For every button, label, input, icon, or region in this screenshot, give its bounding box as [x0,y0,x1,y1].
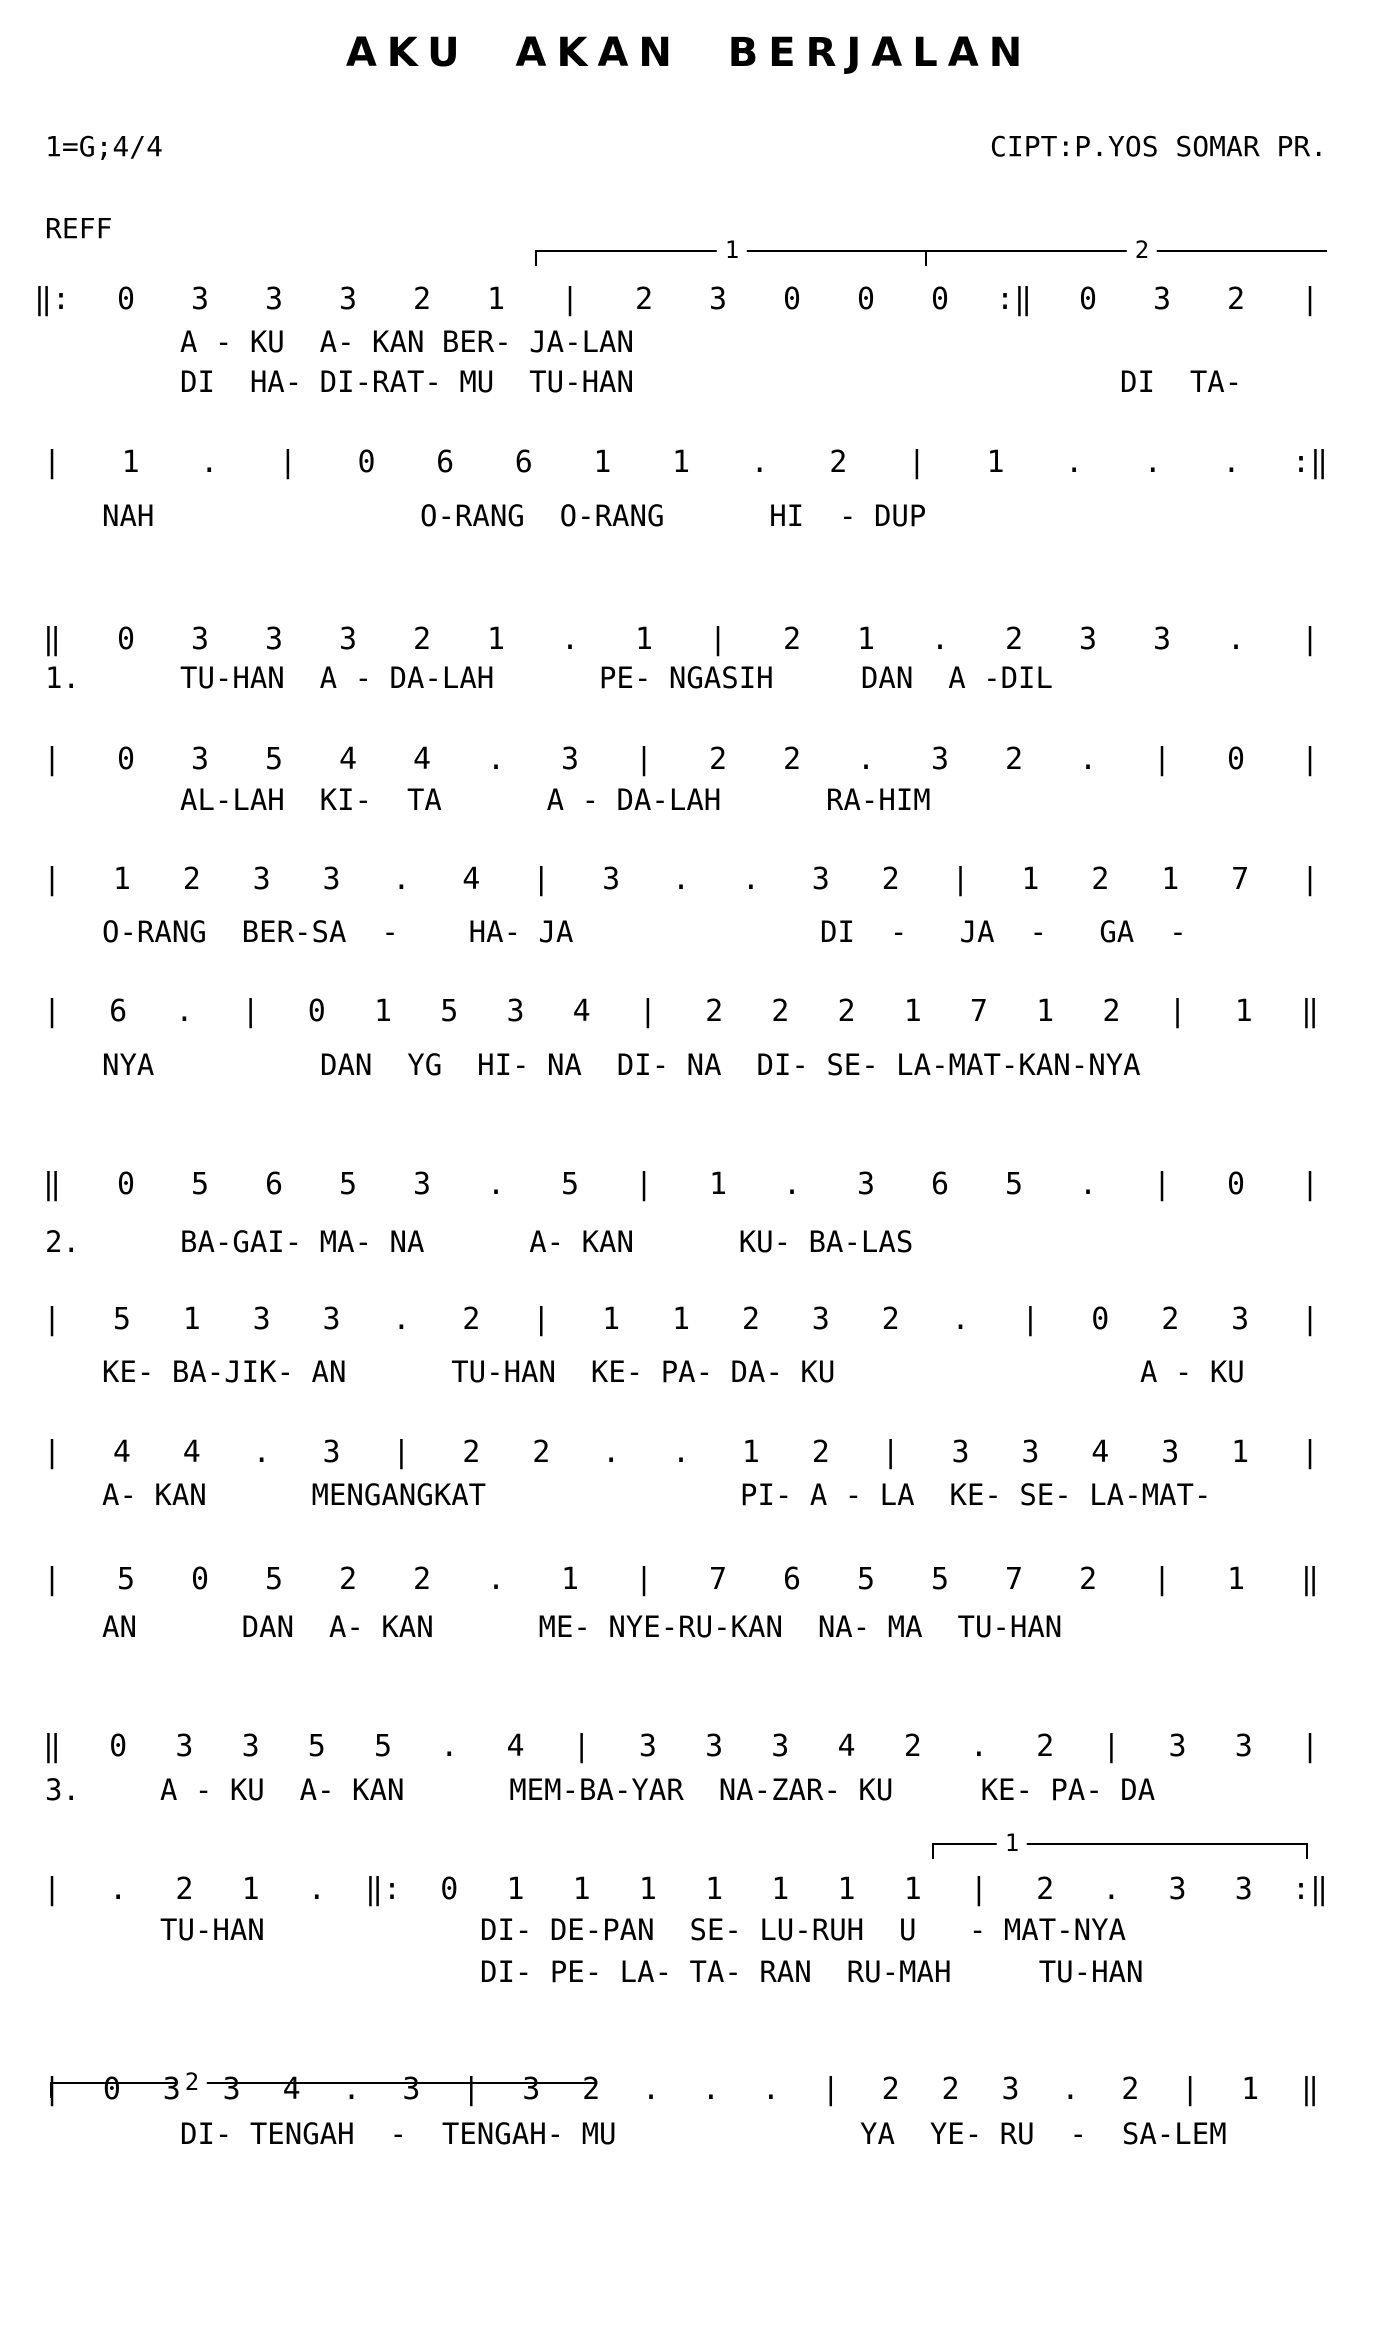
lyric-line: AL-LAH KI- TA A - DA-LAH RA-HIM [180,783,931,817]
note: 5 [856,1562,876,1597]
note: 1 [1241,2072,1260,2107]
note: 2 [782,622,802,657]
note: 0 [440,1872,459,1907]
verse-number: 2. [45,1225,80,1259]
lyric-line: DI HA- DI-RAT- MU TU-HAN [180,365,634,399]
note: 1 [856,622,876,657]
note: 6 [782,1562,802,1597]
bar-line: | [241,994,260,1029]
notation-row [0,620,1378,660]
note: 4 [506,1729,525,1764]
note: 2 [1004,622,1024,657]
bar-line: | [392,1435,411,1470]
bar-line: | [634,1562,654,1597]
volta-label-1-verse3: 1 [997,1831,1027,1855]
note: 2 [412,622,432,657]
note: . [342,2072,361,2107]
note: 1 [374,994,393,1029]
lyric-line: KE- BA-JIK- AN TU-HAN KE- PA- DA- KU [102,1355,836,1389]
bar-line: ‖ [1300,1562,1320,1597]
notation-row [0,1300,1378,1340]
note: 0 [102,2072,121,2107]
note: . [969,1729,988,1764]
note: 0 [116,742,136,777]
verse-number: 3. [45,1773,80,1807]
note: 4 [572,994,591,1029]
note: 5 [930,1562,950,1597]
note: 7 [969,994,988,1029]
note: 3 [1168,1729,1187,1764]
note: 7 [1004,1562,1024,1597]
note: 5 [307,1729,326,1764]
note: 1 [121,445,140,480]
note: 3 [1231,1302,1250,1337]
bar-line: | [42,445,62,480]
note: 2 [708,742,728,777]
note: 6 [436,445,455,480]
note: 1 [837,1872,856,1907]
note: 2 [1091,862,1110,897]
notation-row [0,1433,1378,1473]
bar-line: | [42,1302,62,1337]
note: . [440,1729,459,1764]
bar-line: | [1300,1167,1320,1202]
note: . [486,1562,506,1597]
note: 1 [602,1302,621,1337]
note: . [392,862,411,897]
note: 0 [782,282,802,317]
note: . [486,1167,506,1202]
bar-line: | [42,862,62,897]
note: 5 [560,1167,580,1202]
note: . [930,622,950,657]
lyric-line: O-RANG BER-SA - HA- JA [102,915,574,949]
volta-label-1: 1 [717,238,747,262]
note: 5 [264,742,284,777]
note: 2 [881,1302,900,1337]
key-signature: 1=G;4/4 [45,130,164,163]
note: 3 [338,282,358,317]
bar-line: | [42,1435,62,1470]
bar-line: | [1152,742,1172,777]
note: 3 [522,2072,541,2107]
bar-line: | [634,1167,654,1202]
notation-row [0,860,1378,900]
song-title: AKU AKAN BERJALAN [345,30,1033,76]
note: 2 [532,1435,551,1470]
note: 7 [1231,862,1250,897]
note: . [642,2072,661,2107]
note: 2 [941,2072,960,2107]
bar-line: | [42,742,62,777]
note: 1 [560,1562,580,1597]
volta-bracket-1 [535,236,927,266]
notation-row [0,1560,1378,1600]
note: 2 [462,1435,481,1470]
note: 4 [837,1729,856,1764]
lyric-line: O-RANG O-RANG HI - DUP [420,499,927,533]
note: . [1143,445,1162,480]
note: 2 [1078,1562,1098,1597]
lyric-line: NAH [102,499,155,533]
note: . [741,862,760,897]
bar-line: | [1181,2072,1200,2107]
bar-line: | [638,994,657,1029]
lyric-line: DI- DE-PAN SE- LU-RUH U - MAT-NYA [480,1913,1127,1947]
note: 3 [1168,1872,1187,1907]
bar-line: | [1168,994,1187,1029]
note: 4 [282,2072,301,2107]
note: 1 [634,622,654,657]
lyric-line: DI- TENGAH - TENGAH- MU [180,2117,617,2151]
note: 3 [602,862,621,897]
note: 3 [1152,282,1172,317]
note: . [307,1872,326,1907]
note: 0 [1226,742,1246,777]
note: 1 [572,1872,591,1907]
note: 3 [951,1435,970,1470]
lyric-line: A - KU [1140,1355,1245,1389]
note: 1 [638,1872,657,1907]
note: 3 [338,622,358,657]
note: 4 [462,862,481,897]
note: 0 [116,282,136,317]
note: 3 [856,1167,876,1202]
volta-label-2: 2 [1127,238,1157,262]
note: . [671,862,691,897]
note: 1 [241,1872,260,1907]
note: 2 [782,742,802,777]
note: . [1065,445,1084,480]
bar-line: | [1102,1729,1121,1764]
note: 3 [1234,1872,1253,1907]
note: . [750,445,769,480]
note: 6 [264,1167,284,1202]
notation-row [0,992,1378,1032]
bar-line: | [907,445,926,480]
lyric-line: A - KU A- KAN MEM-BA-YAR NA-ZAR- KU KE- PA- DA [160,1773,1156,1807]
bar-line: | [1300,622,1320,657]
note: 1 [741,1435,760,1470]
bar-line: | [278,445,297,480]
bar-line: | [1152,1167,1172,1202]
lyric-line: PI- A - LA KE- SE- LA-MAT- [740,1478,1212,1512]
note: 3 [190,742,210,777]
note: 2 [1226,282,1246,317]
note: 2 [1036,1872,1055,1907]
note: 3 [811,862,830,897]
note: . [1061,2072,1080,2107]
note: 0 [1091,1302,1110,1337]
note: 0 [109,1729,128,1764]
note: 0 [1226,1167,1246,1202]
notation-row [0,443,1378,483]
note: . [560,622,580,657]
note: 2 [881,2072,900,2107]
note: 0 [930,282,950,317]
lyric-line: A- KAN MENGANGKAT [102,1478,487,1512]
volta-label-2-verse3: 2 [177,2070,207,2094]
note: 3 [252,862,271,897]
note: 3 [264,282,284,317]
bar-line: | [1300,282,1320,317]
notation-row [0,740,1378,780]
note: . [109,1872,128,1907]
bar-line: | [532,1302,551,1337]
note: 3 [412,1167,432,1202]
note: 3 [1021,1435,1040,1470]
bar-line: ‖ [1300,994,1320,1029]
note: 1 [708,1167,728,1202]
note: 1 [182,1302,201,1337]
bar-line: | [1152,1562,1172,1597]
note: 2 [412,1562,432,1597]
bar-line: ‖: [364,1872,402,1907]
note: 4 [112,1435,131,1470]
note: 1 [705,1872,724,1907]
verse-number: 1. [45,661,80,695]
note: 3 [930,742,950,777]
note: 5 [190,1167,210,1202]
note: 3 [1152,622,1172,657]
note: 2 [1036,1729,1055,1764]
bar-line: | [951,862,970,897]
note: 3 [708,282,728,317]
note: 3 [322,862,341,897]
note: 3 [560,742,580,777]
bar-line: | [560,282,580,317]
bar-line: | [42,1872,62,1907]
note: 3 [506,994,525,1029]
bar-line: ‖ [42,1729,62,1764]
note: . [392,1302,411,1337]
bar-line: ‖ [42,622,62,657]
note: 3 [705,1729,724,1764]
note: 3 [1078,622,1098,657]
bar-line: | [708,622,728,657]
note: 1 [903,1872,922,1907]
note: 2 [175,1872,194,1907]
bar-line: ‖ [1300,2072,1320,2107]
note: 1 [1161,862,1180,897]
note: 6 [109,994,128,1029]
note: 5 [264,1562,284,1597]
lyric-line: A - KU A- KAN BER- JA-LAN [180,325,634,359]
note: 1 [1036,994,1055,1029]
lyric-line: YA YE- RU - SA-LEM [860,2117,1227,2151]
note: . [175,994,194,1029]
note: 5 [1004,1167,1024,1202]
note: 4 [412,742,432,777]
note: 3 [1161,1435,1180,1470]
note: 2 [829,445,848,480]
note: 1 [671,1302,691,1337]
note: 2 [182,862,201,897]
note: 2 [705,994,724,1029]
note: . [1102,1872,1121,1907]
note: 2 [1161,1302,1180,1337]
note: 5 [116,1562,136,1597]
volta-bracket-2 [925,236,1327,266]
note: 3 [252,1302,271,1337]
lyric-line: DI TA- [1120,365,1243,399]
bar-line: | [1300,742,1320,777]
note: 1 [671,445,691,480]
composer-credit: CIPT:P.YOS SOMAR PR. [990,130,1328,163]
lyric-line: AN DAN A- KAN ME- NYE-RU-KAN NA- MA TU-HAN [102,1610,1063,1644]
note: 3 [222,2072,241,2107]
note: 3 [638,1729,657,1764]
note: 3 [1234,1729,1253,1764]
note: 3 [811,1302,830,1337]
bar-line: :‖ [1291,1872,1329,1907]
note: 1 [1226,1562,1246,1597]
note: 2 [1102,994,1121,1029]
note: 0 [190,1562,210,1597]
bar-line: | [1300,862,1320,897]
note: 3 [241,1729,260,1764]
note: 3 [1001,2072,1020,2107]
note: 2 [634,282,654,317]
lyric-line: TU-HAN [160,1913,265,1947]
note: . [951,1302,970,1337]
note: 1 [986,445,1005,480]
bar-line: | [1300,1729,1320,1764]
note: . [671,1435,691,1470]
note: 1 [112,862,131,897]
bar-line: | [42,1562,62,1597]
bar-line: | [969,1872,988,1907]
note: 2 [338,1562,358,1597]
lyric-line: BA-GAI- MA- NA A- KAN KU- BA-LAS [180,1225,914,1259]
bar-line: ‖: [33,282,71,317]
note: 0 [116,1167,136,1202]
note: . [252,1435,271,1470]
note: 3 [190,622,210,657]
note: 3 [322,1435,341,1470]
bar-line: | [42,2072,62,2107]
bar-line: :‖ [1291,445,1329,480]
note: 2 [903,1729,922,1764]
note: . [1078,1167,1098,1202]
note: 0 [116,622,136,657]
note: 1 [486,282,506,317]
note: 1 [1234,994,1253,1029]
note: 5 [338,1167,358,1202]
bar-line: | [462,2072,481,2107]
lyric-line: DI- PE- LA- TA- RAN RU-MAH TU-HAN [480,1955,1144,1989]
lyric-line: TU-HAN A - DA-LAH PE- NGASIH DAN A -DIL [180,661,1053,695]
note: 2 [462,1302,481,1337]
note: 1 [1021,862,1040,897]
note: 1 [593,445,612,480]
note: 3 [402,2072,421,2107]
note: . [1078,742,1098,777]
bar-line: :‖ [995,282,1033,317]
note: 2 [582,2072,601,2107]
bar-line: | [821,2072,840,2107]
note: 4 [182,1435,201,1470]
note: 3 [175,1729,194,1764]
note: . [200,445,219,480]
note: 3 [264,622,284,657]
notation-row [0,1870,1378,1910]
bar-line: | [1021,1302,1040,1337]
bar-line: ‖ [42,1167,62,1202]
note: 5 [112,1302,131,1337]
bar-line: | [1300,1435,1320,1470]
bar-line: | [1300,1302,1320,1337]
reff-label: REFF [45,212,113,245]
bar-line: | [881,1435,900,1470]
note: . [1226,622,1246,657]
note: 5 [374,1729,393,1764]
note: 2 [412,282,432,317]
bar-line: | [42,994,62,1029]
note: . [1222,445,1241,480]
note: 2 [811,1435,830,1470]
note: . [761,2072,780,2107]
note: 6 [930,1167,950,1202]
note: 1 [506,1872,525,1907]
note: 2 [881,862,900,897]
note: 2 [1004,742,1024,777]
note: 0 [307,994,326,1029]
note: 2 [771,994,790,1029]
note: 3 [190,282,210,317]
bar-line: | [572,1729,591,1764]
note: . [701,2072,720,2107]
note: 3 [771,1729,790,1764]
note: 2 [741,1302,760,1337]
note: . [602,1435,621,1470]
lyric-line: DAN YG HI- NA DI- NA DI- SE- LA-MAT-KAN-NYA [320,1048,1141,1082]
volta-bracket-1-verse3 [932,1829,1308,1859]
notation-row [0,2070,1378,2110]
bar-line: | [634,742,654,777]
note: 2 [837,994,856,1029]
note: 1 [903,994,922,1029]
note: 5 [440,994,459,1029]
note: 0 [1078,282,1098,317]
note: 4 [338,742,358,777]
note: . [486,742,506,777]
note: 3 [322,1302,341,1337]
notation-row [0,1165,1378,1205]
note: 1 [486,622,506,657]
note: 0 [357,445,376,480]
note: 2 [1121,2072,1140,2107]
lyric-line: DI - JA - GA - [820,915,1187,949]
note: . [856,742,876,777]
note: 0 [856,282,876,317]
lyric-line: NYA [102,1048,155,1082]
note: 1 [1231,1435,1250,1470]
bar-line: | [532,862,551,897]
notation-row [0,1727,1378,1767]
note: . [782,1167,802,1202]
note: 4 [1091,1435,1110,1470]
note: 6 [514,445,533,480]
notation-row [0,280,1378,320]
note: 1 [771,1872,790,1907]
note: 7 [708,1562,728,1597]
note: 3 [162,2072,181,2107]
